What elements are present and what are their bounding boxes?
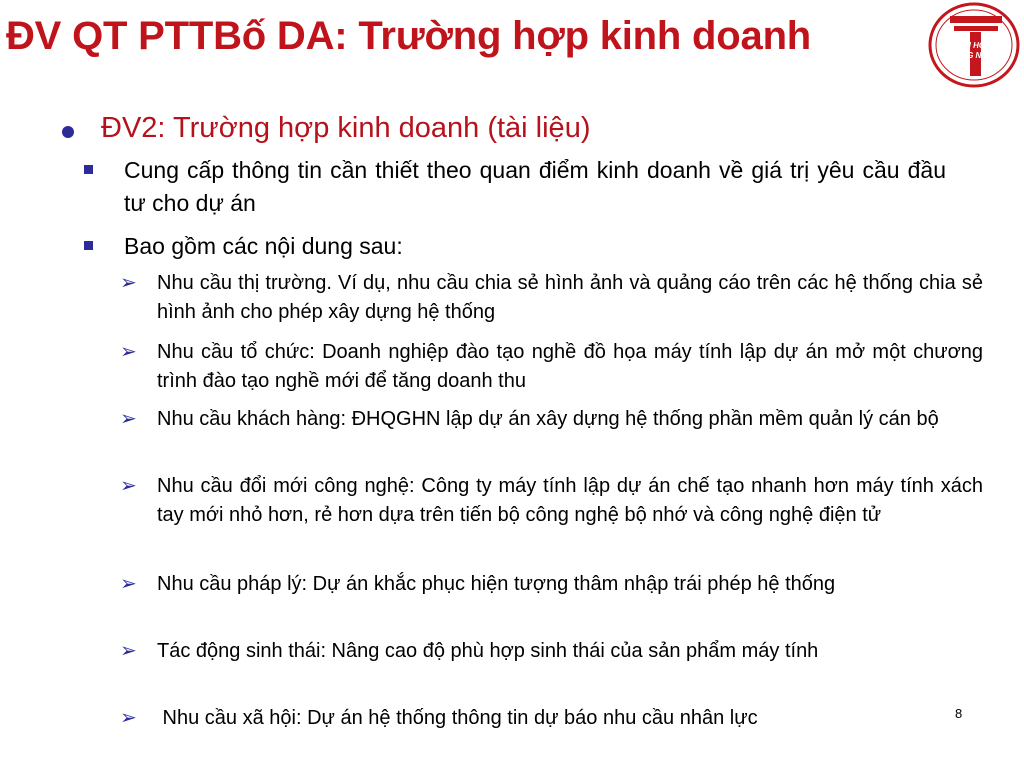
page-number: 8 <box>955 706 963 721</box>
subpoint-text: Nhu cầu khách hàng: ĐHQGHN lập dự án xây dựng hệ thống phần mềm quản lý cán bộ <box>157 408 939 430</box>
arrow-bullet-icon: ➢ <box>120 475 137 497</box>
arrow-bullet-icon: ➢ <box>120 573 137 595</box>
subpoint-text: Nhu cầu tổ chức: Doanh nghiệp đào tạo nghề đồ họa máy tính lập dự án mở một chương trình đào tạo nghề mới để tăng doanh thu <box>157 341 983 392</box>
arrow-bullet-icon: ➢ <box>120 408 137 430</box>
university-logo <box>928 2 1020 88</box>
arrow-bullet-icon: ➢ <box>120 707 137 729</box>
subpoint-text: Nhu cầu đổi mới công nghệ: Công ty máy tính lập dự án chế tạo nhanh hơn máy tính xách tay mới nhỏ hơn, rẻ hơn dựa trên tiến bộ công nghệ bộ nhớ và công nghệ điện tử <box>157 475 983 526</box>
point-text: Bao gồm các nội dung sau: <box>124 233 403 259</box>
subpoint-text: Tác động sinh thái: Nâng cao độ phù hợp sinh thái của sản phẩm máy tính <box>157 640 819 662</box>
bullet-dot-icon <box>62 126 74 138</box>
subpoint-text: Nhu cầu pháp lý: Dự án khắc phục hiện tượng thâm nhập trái phép hệ thống <box>157 573 836 595</box>
university-logo-icon <box>928 2 1020 88</box>
logo-text-bottom: CÔNG NGHỆ <box>949 51 999 60</box>
logo-text-top: ĐẠI HỌC <box>957 41 991 50</box>
arrow-bullet-icon: ➢ <box>120 341 137 363</box>
heading-text: ĐV2: Trường hợp kinh doanh (tài liệu) <box>101 112 591 144</box>
subpoint-text: Nhu cầu xã hội: Dự án hệ thống thông tin dự báo nhu cầu nhân lực <box>157 707 758 729</box>
slide-title: ĐV QT PTTBố DA: Trường hợp kinh doanh <box>6 14 812 58</box>
square-bullet-icon <box>84 165 93 174</box>
arrow-bullet-icon: ➢ <box>120 640 137 662</box>
square-bullet-icon <box>84 241 93 250</box>
subpoint-text: Nhu cầu thị trường. Ví dụ, nhu cầu chia sẻ hình ảnh và quảng cáo trên các hệ thống chia sẻ hình ảnh cho phép xây dựng hệ thống <box>157 272 983 323</box>
point-text: Cung cấp thông tin cần thiết theo quan điểm kinh doanh về giá trị yêu cầu đầu tư cho dự án <box>124 157 946 216</box>
arrow-bullet-icon: ➢ <box>120 272 137 294</box>
